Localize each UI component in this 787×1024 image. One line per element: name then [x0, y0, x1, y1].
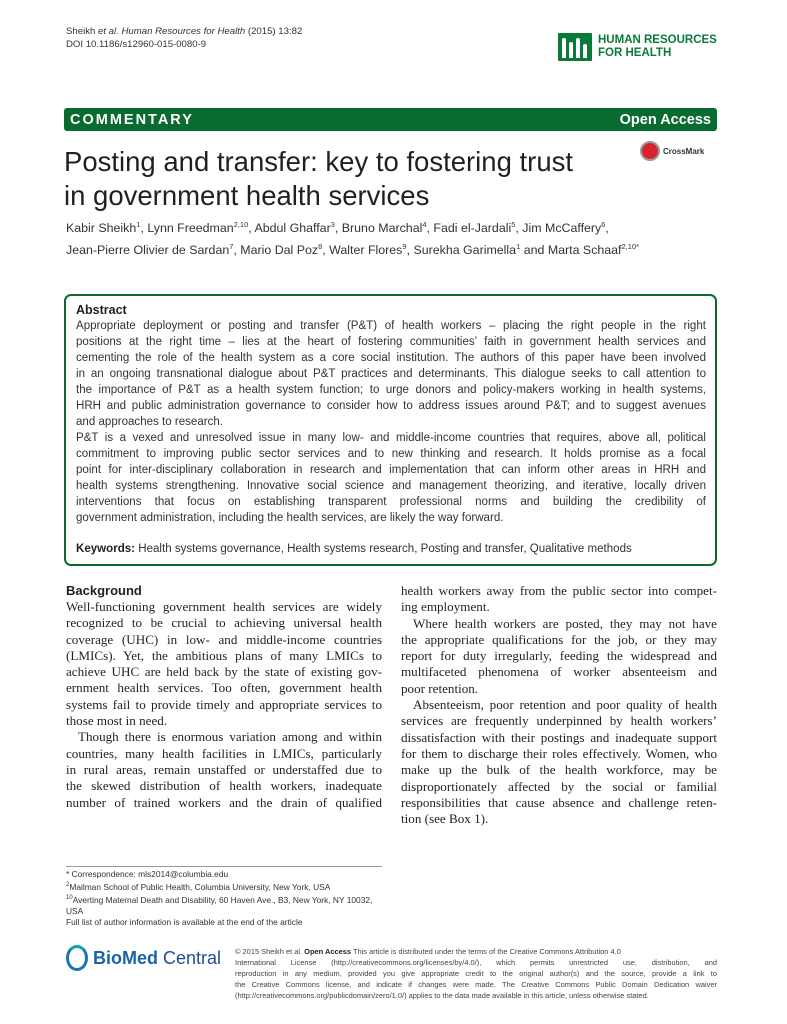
title-line: Posting and transfer: key to fostering trust: [64, 146, 574, 177]
citation: [66, 25, 302, 38]
text-line: disproportionately affected by the social or familial: [401, 778, 717, 794]
text-line: multifaceted phenomena of worker absenteeism and: [401, 664, 717, 680]
author-line: [66, 216, 726, 238]
text-line: services are frequently underpinned by health workers’: [401, 713, 717, 729]
author-affiliation: 8: [318, 241, 323, 251]
publisher-name-rest: Central: [158, 947, 222, 968]
keywords-list: Health systems governance, Health systems research, Posting and transfer, Qualitative methods: [135, 543, 632, 555]
text-line: systems fail to provide timely and appropriate services to: [66, 696, 382, 712]
crossmark-label: CrossMark: [663, 146, 705, 156]
crossmark-icon: [640, 141, 660, 161]
author-name[interactable]: Lynn Freedman: [147, 221, 234, 236]
abstract-text: [76, 318, 706, 526]
publisher-logo: [66, 945, 221, 971]
citation-etal: et al.: [98, 26, 119, 37]
text-line: number of trained workers and the drain of qualified: [66, 794, 382, 810]
license-text: [235, 946, 717, 1001]
author-affiliation: 2,10*: [621, 241, 640, 251]
author-separator: ,: [140, 221, 148, 236]
author-name[interactable]: Jim McCaffery: [522, 221, 602, 236]
author-info-note: Full list of author information is available at the end of the article: [66, 917, 303, 928]
running-header: [66, 25, 302, 51]
author-name[interactable]: Fadi el-Jardali: [433, 221, 512, 236]
text-line: positions at the right time – lies at the heart of fostering communities’ faith in government health services and: [76, 336, 706, 348]
body-text: [66, 599, 382, 811]
license-text-part: This article is distributed under the terms of the Creative Commons Attribution 4.0: [352, 947, 621, 956]
article-title: [64, 145, 573, 213]
license-line: reproduction in any medium, provided you give appropriate credit to the original author(s) and the source, provide a link to: [235, 969, 717, 978]
text-line: ernment health services. Too often, government health: [66, 680, 382, 696]
text-line: Absenteeism, poor retention and poor quality of health: [413, 697, 717, 713]
text-line: the appropriate qualifications for the job, or they may: [401, 631, 717, 647]
affiliation: [66, 893, 382, 917]
text-line: the importance of P&T as a health system function; to urge donors and policy-makers working in health systems,: [76, 384, 706, 396]
author-separator: ,: [406, 242, 414, 257]
text-line: for them to discharge their roles effectively. Women, who: [401, 745, 717, 761]
affiliation-text: Averting Maternal Death and Disability, 60 Haven Ave., B3, New York, NY 10032, USA: [66, 895, 373, 917]
text-line: make up the bulk of the health workforce, may be: [401, 762, 717, 778]
title-line: in government health services: [64, 180, 430, 211]
article-type: COMMENTARY: [70, 111, 194, 128]
text-line: report for duty irregularly, feeding the widespread and: [401, 648, 717, 664]
text-line: and approaches to research.: [76, 416, 223, 428]
author-name[interactable]: Kabir Sheikh: [66, 221, 137, 236]
journal-logo-line1: HUMAN RESOURCES: [598, 34, 717, 46]
text-line: in an ongoing transnational dialogue about P&T practices and determinants. This dialogue seeks to call attention to: [76, 368, 706, 380]
license-line: the Creative Commons license, and indicate if changes were made. The Creative Commons Public Domain Dedication waiver: [235, 980, 717, 989]
keywords-label: Keywords:: [76, 543, 136, 555]
open-access-label: Open Access: [619, 111, 711, 128]
affiliation-number: 2: [66, 882, 70, 889]
license-line: (http://creativecommons.org/publicdomain/zero/1.0/) applies to the data made available in this article, unless otherwise stated.: [235, 991, 649, 1000]
author-affiliation: 9: [402, 241, 407, 251]
affiliation-number: 10: [66, 895, 73, 902]
text-line: Though there is enormous variation among and within: [78, 729, 382, 745]
author-name[interactable]: Abdul Ghaffar: [254, 221, 331, 236]
keywords: [76, 543, 632, 555]
text-line: government administration, including the health services, are likely the way forward.: [76, 512, 504, 524]
affiliation: [66, 880, 382, 893]
author-affiliation: 3: [330, 220, 335, 229]
text-line: P&T is a vexed and unresolved issue in many low- and middle-income countries that requires, above all, political: [76, 432, 706, 444]
text-line: Well-functioning government health services are widely: [66, 599, 382, 614]
crossmark-button[interactable]: [640, 141, 704, 161]
copyright: © 2015 Sheikh et al.: [235, 947, 305, 956]
text-line: HRH and public administration governance to consider how to address issues around P&T; and to suggest avenues: [76, 400, 706, 412]
author-separator: ,: [426, 221, 434, 236]
author-line: [66, 238, 726, 260]
journal-logo: [558, 33, 717, 61]
author-name[interactable]: Mario Dal Poz: [240, 242, 319, 257]
citation-authors: Sheikh: [66, 26, 96, 37]
author-separator: ,: [605, 221, 609, 236]
author-separator: and: [520, 242, 548, 257]
author-affiliation: 4: [422, 220, 427, 229]
text-line: coverage (UHC) in low- and middle-income countries: [66, 631, 382, 647]
footnote-divider: [66, 866, 382, 867]
affiliation-text: Mailman School of Public Health, Columbia University, New York, USA: [69, 882, 331, 892]
footnotes: [66, 869, 382, 929]
text-line: cementing the role of the health system as a core social institution. The authors of this paper have been involved: [76, 352, 706, 364]
text-line: commitment to improving public sector services and to new thinking and research. It holds promise as a focal: [76, 448, 706, 460]
text-line: countries, many health facilities in LMICs, particularly: [66, 745, 382, 761]
author-separator: ,: [248, 221, 255, 236]
body-left-column: [66, 583, 382, 811]
author-separator: ,: [515, 221, 523, 236]
text-line: Appropriate deployment or posting and transfer (P&T) of health workers – placing the right people in the right: [76, 320, 706, 332]
text-line: those most in need.: [66, 713, 168, 729]
text-line: recognized to be crucial to achieving universal health: [66, 615, 382, 631]
text-line: point for inter-disciplinary collaboration in research and implementation that can inform other areas in HRH and: [76, 464, 706, 476]
text-line: the skewed distribution of health workers, inadequate: [66, 778, 382, 794]
author-list: [66, 216, 726, 259]
author-affiliation: 2,10: [233, 220, 249, 229]
author-name[interactable]: Marta Schaaf: [547, 242, 622, 257]
text-line: Where health workers are posted, they may not have: [413, 615, 717, 631]
text-line: responsibilities that cause absence and challenge reten-: [401, 794, 717, 810]
license-line: [235, 946, 717, 957]
text-line: ing employment.: [401, 599, 490, 615]
citation-journal: Human Resources for Health: [121, 26, 246, 37]
author-separator: ,: [322, 242, 330, 257]
correspondence: * Correspondence: mls2014@columbia.edu: [66, 869, 229, 879]
text-line: interventions that focus on establishing transparent professional norms and building the credibility of: [76, 496, 706, 508]
text-line: in rural areas, remain unstaffed or understaffed due to: [66, 761, 382, 777]
author-separator: ,: [233, 242, 241, 257]
text-line: health workers away from the public sector into compet-: [401, 583, 717, 598]
journal-logo-line2: FOR HEALTH: [598, 47, 672, 59]
author-affiliation: 1: [516, 241, 521, 251]
biomed-central-ring-icon: [66, 945, 88, 971]
author-name[interactable]: Surekha Garimella: [413, 242, 517, 257]
author-separator: ,: [334, 221, 342, 236]
author-name[interactable]: Bruno Marchal: [341, 221, 423, 236]
publisher-name-bold: BioMed: [93, 947, 158, 968]
text-line: dissatisfaction with their postings and inadequate support: [401, 729, 717, 745]
text-line: achieve UHC are held back by the state of existing gov-: [66, 664, 382, 680]
people-icon: [558, 33, 592, 61]
author-name[interactable]: Jean-Pierre Olivier de Sardan: [66, 242, 230, 257]
author-affiliation: 6: [601, 220, 606, 229]
section-heading-background: Background: [66, 583, 142, 598]
license-line: International License (http://creativecommons.org/licenses/by/4.0/), which permits unrestricted use, distribution, and: [235, 958, 717, 967]
text-line: poor retention.: [401, 680, 479, 696]
author-affiliation: 5: [511, 220, 516, 229]
open-access-bold: Open Access: [304, 947, 352, 956]
author-affiliation: 7: [229, 241, 234, 251]
doi[interactable]: DOI 10.1186/s12960-015-0080-9: [66, 39, 207, 50]
abstract-heading: Abstract: [76, 303, 127, 317]
text-line: (LMICs). Yet, the ambitious plans of many LMICs to: [66, 647, 382, 663]
license-lines: [235, 946, 717, 1001]
body-right-column: [401, 583, 717, 827]
article-type-bar: [64, 108, 717, 131]
author-name[interactable]: Walter Flores: [329, 242, 403, 257]
text-line: tion (see Box 1).: [401, 811, 489, 827]
author-affiliation: 1: [136, 220, 141, 229]
text-line: health systems strengthening. Innovative social science and management theorizing, and iterative, locally driven: [76, 480, 706, 492]
citation-volume: (2015) 13:82: [245, 26, 303, 37]
